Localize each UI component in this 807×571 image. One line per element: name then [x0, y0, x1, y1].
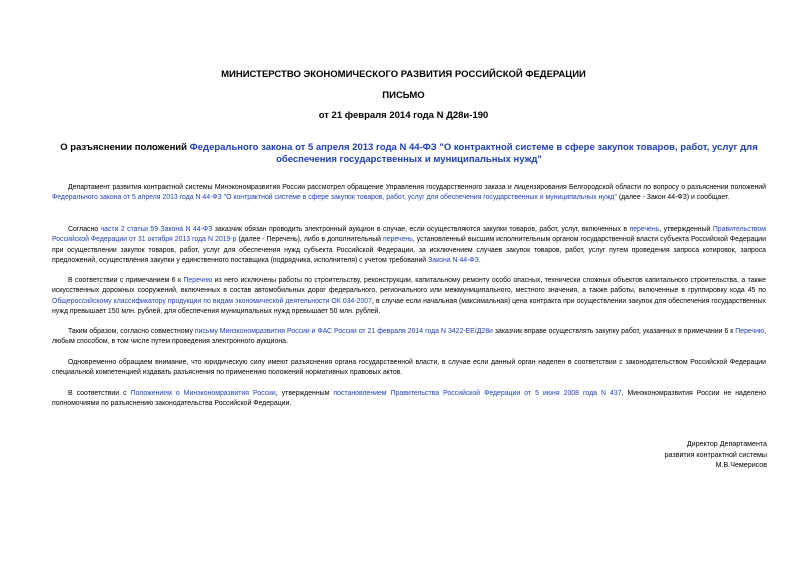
- p6-decree-link[interactable]: постановлением Правительства Российской Федерации от 5 июня 2008 года N 437: [333, 390, 622, 397]
- p5-text-1: Одновременно обращаем внимание, что юридическую силу имеют разъяснения органа государственной власти, в случае если данный орган наделен в соответствии с законодательством Российской Федерации специальной компетенцией издавать разъяснения по применению положений нормативных правовых актов.: [52, 359, 766, 377]
- p2-law-link[interactable]: Закона N 44-ФЗ: [428, 256, 479, 264]
- p4-text-3: , любым способом, в том числе путем проведения электронного аукциона.: [52, 328, 766, 346]
- p4-list-link[interactable]: Перечню: [735, 328, 765, 335]
- p2-text-5: , установленный высшим исполнительным органом государственной власти субъекта Российской Федерации при осуществлении закупок товаров, работ, услуг для обеспечения нужд субъекта Российской Федерации, за исключением случаев закупок товаров, работ, услуг путем проведения запроса котировок, запроса предложений, осуществления закупки у единственного поставщика (подрядчика, исполнителя) с учетом требований: [52, 236, 766, 264]
- paragraph-2: [52, 225, 766, 266]
- p1-law-link[interactable]: Федерального закона от 5 апреля 2013 года N 44-ФЗ "О контрактной системе в сфере закупок товаров, работ, услуг для обеспечения государственных и муниципальных нужд": [52, 194, 617, 202]
- p2-list-link[interactable]: перечень: [629, 226, 660, 233]
- p2-text-2: заказчик обязан проводить электронный аукцион в случае, если осуществляются закупки товаров, работ, услуг, включенных в: [212, 226, 630, 233]
- p4-text-2: заказчик вправе осуществлять закупку работ, указанных в примечании 6 к: [492, 328, 736, 335]
- subject-prefix: О разъяснении положений: [60, 142, 190, 153]
- p2-text-1: Согласно: [68, 226, 101, 233]
- p1-text-1: Департамент развития контрактной системы Минэкономразвития России рассмотрел обращение Управления государственного заказа и лицензирования Белгородской области по вопросу о разъяснении положений: [68, 184, 766, 191]
- signature-name: М.В.Чемерисов: [715, 461, 767, 469]
- p2-article-link[interactable]: части 2 статьи 59 Закона N 44-ФЗ: [100, 226, 213, 233]
- p2-text-4: (далее - Перечень), либо в дополнительный: [236, 236, 384, 244]
- ministry-heading: МИНИСТЕРСТВО ЭКОНОМИЧЕСКОГО РАЗВИТИЯ РОССИЙСКОЙ ФЕДЕРАЦИИ: [221, 69, 586, 80]
- p3-text-2: из него исключены работы по строительству, реконструкции, капитальному ремонту особо опасных, технически сложных объектов капитального строительства, а также искусственных дорожных сооружений, включенных в состав автомобильных дорог федерального, регионального или межмуниципального, местного значения, а также работы, включенные в группировку кода 45 по: [52, 277, 766, 295]
- p3-list-link[interactable]: Перечню: [183, 277, 213, 284]
- p6-text-3: , Минэкономразвития России не наделено полномочиями по разъяснению законодательства Российской Федерации.: [52, 390, 766, 408]
- paragraph-5: [52, 358, 766, 379]
- paragraph-4: [52, 327, 766, 348]
- p3-classifier-link[interactable]: Общероссийскому классификатору продукции по видам экономической деятельности ОК 034-2007: [52, 297, 372, 305]
- signature-department: развития контрактной системы: [664, 450, 767, 459]
- paragraph-1: [52, 183, 766, 204]
- doc-date-number: от 21 февраля 2014 года N Д28и-190: [318, 110, 489, 121]
- p3-text-1: В соответствии с примечанием 6 к: [68, 277, 184, 284]
- p2-extra-list-link[interactable]: перечень: [383, 236, 413, 244]
- doc-type-heading: ПИСЬМО: [382, 90, 425, 101]
- paragraph-3: [52, 276, 766, 317]
- p2-text-6: .: [478, 256, 481, 264]
- signature-title: Директор Департамента: [686, 440, 767, 448]
- p2-government-link[interactable]: Правительством Российской Федерации от 31 октября 2013 года N 2019-р: [52, 226, 767, 244]
- p6-text-1: В соответствии с: [68, 390, 131, 397]
- p3-text-3: , в случае если начальная (максимальная) цена контракта при осуществлении закупок для обеспечения государственных нужд превышает 150 млн. рублей, для обеспечения муниципальных нужд превышает 50 млн. рублей.: [52, 297, 766, 315]
- p1-text-2: (далее - Закон 44-ФЗ) и сообщает.: [616, 194, 730, 202]
- signature-block: [665, 439, 767, 471]
- paragraph-6: [52, 389, 766, 410]
- p6-text-2: , утвержденным: [275, 390, 334, 397]
- p4-letter-link[interactable]: письму Минэкономразвития России и ФАС России от 21 февраля 2014 года N 3422-ЕЕ/Д28и: [194, 328, 493, 335]
- p2-text-3: , утвержденный: [659, 226, 713, 233]
- subject-heading: [52, 142, 766, 166]
- subject-law-link[interactable]: Федерального закона от 5 апреля 2013 года N 44-ФЗ "О контрактной системе в сфере закупок товаров, работ, услуг для обеспечения государственных и муниципальных нужд": [189, 142, 758, 165]
- p6-regulation-link[interactable]: Положением о Минэкономразвития России: [130, 390, 276, 397]
- p4-text-1: Таким образом, согласно совместному: [68, 328, 195, 335]
